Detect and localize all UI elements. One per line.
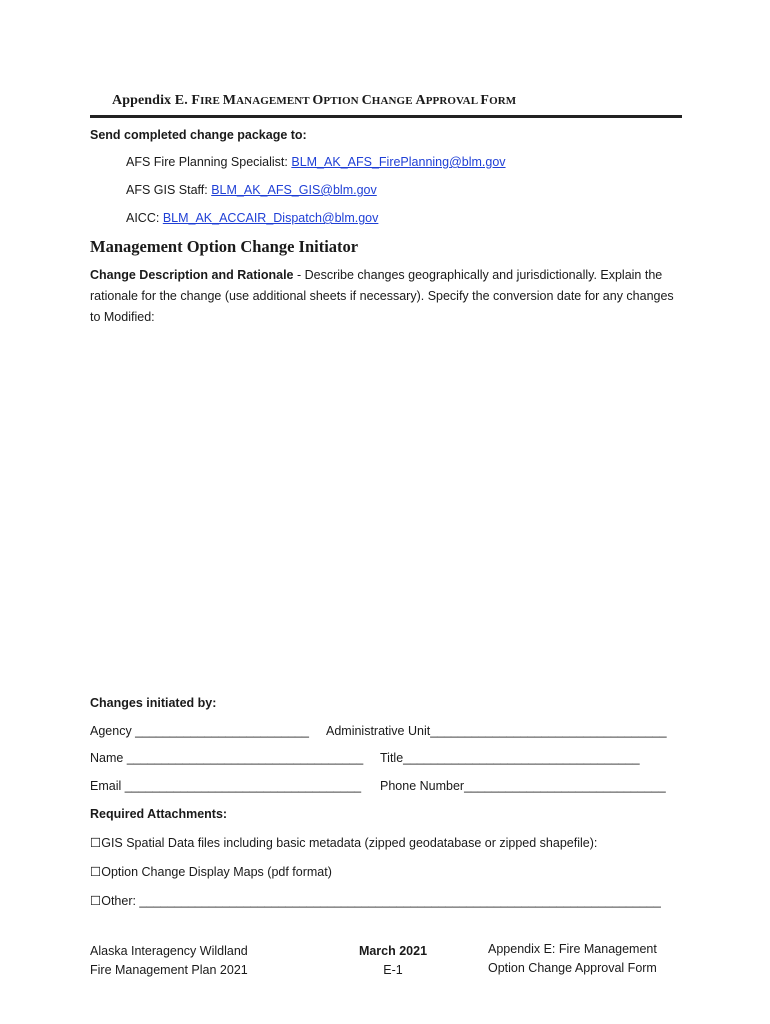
gis-staff-email-link[interactable]: BLM_AK_AFS_GIS@blm.gov [211, 183, 377, 197]
page-number: E-1 [383, 963, 403, 977]
admin-unit-field[interactable]: Administrative Unit__________________________________ [326, 724, 667, 738]
send-heading: Send completed change package to: [90, 128, 307, 142]
title-field[interactable]: Title__________________________________ [380, 751, 640, 765]
changes-initiated-heading: Changes initiated by: [90, 696, 217, 710]
gis-data-label: GIS Spatial Data files including basic metadata (zipped geodatabase or zipped shapefile): [101, 836, 598, 850]
title-divider [90, 115, 682, 118]
description-label: Change Description and Rationale [90, 268, 294, 282]
contact-gis-staff [126, 183, 377, 197]
agency-field[interactable]: Agency _________________________ [90, 724, 309, 738]
display-maps-checkbox[interactable]: ☐ [90, 865, 102, 879]
description-text: - Describe changes geographically and jurisdictionally. Explain the rationale for the change (use additional sheets if necessary). Specify the conversion date for any changes to Modified: [90, 268, 674, 324]
name-field[interactable]: Name __________________________________ [90, 751, 364, 765]
footer-appendix-line1: Appendix E: Fire Management [488, 942, 657, 956]
footer-left [90, 942, 248, 980]
footer-appendix-line2: Option Change Approval Form [488, 961, 657, 975]
footer-plan-line1: Alaska Interagency Wildland [90, 944, 248, 958]
fire-planning-email-link[interactable]: BLM_AK_AFS_FirePlanning@blm.gov [291, 155, 506, 169]
attachment-gis-data [90, 835, 597, 850]
gis-data-checkbox[interactable]: ☐ [90, 836, 102, 850]
attachment-other [90, 893, 661, 908]
contact-label: AICC: [126, 211, 163, 225]
other-label[interactable]: Other: ___________________________________________________________________________ [101, 894, 661, 908]
change-description-paragraph [90, 265, 686, 328]
other-checkbox[interactable]: ☐ [90, 894, 102, 908]
footer-date: March 2021 [358, 944, 428, 958]
display-maps-label: Option Change Display Maps (pdf format) [101, 865, 332, 879]
attachment-display-maps [90, 864, 332, 879]
contact-aicc [126, 211, 378, 225]
email-field[interactable]: Email __________________________________ [90, 779, 362, 793]
section-heading-initiator: Management Option Change Initiator [90, 237, 359, 256]
contact-label: AFS Fire Planning Specialist: [126, 155, 292, 169]
appendix-title: Appendix E. FIRE MANAGEMENT OPTION CHANGE APPROVAL FORM [112, 93, 517, 108]
contact-fire-planning [126, 155, 506, 169]
footer-plan-line2: Fire Management Plan 2021 [90, 963, 248, 977]
contact-label: AFS GIS Staff: [126, 183, 212, 197]
aicc-email-link[interactable]: BLM_AK_ACCAIR_Dispatch@blm.gov [162, 211, 379, 225]
footer-center [330, 942, 456, 980]
required-attachments-heading: Required Attachments: [90, 807, 228, 821]
footer-right [488, 940, 657, 978]
phone-field[interactable]: Phone Number_____________________________ [380, 779, 666, 793]
